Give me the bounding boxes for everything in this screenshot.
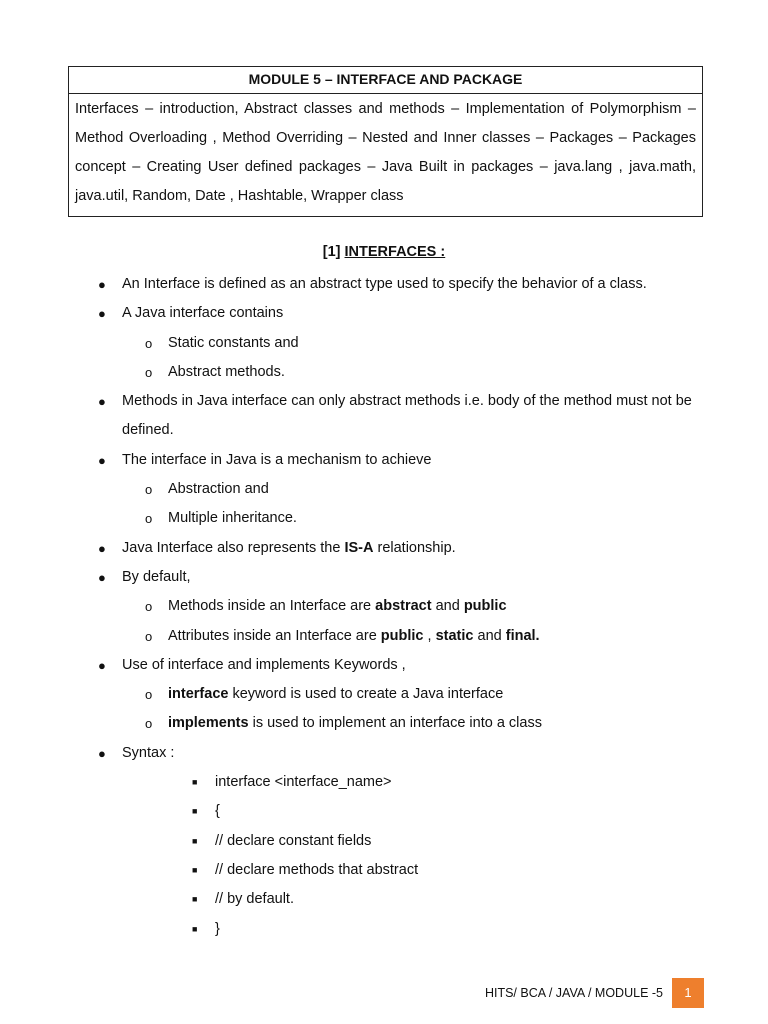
bullet-item <box>0 270 768 299</box>
interfaces-content <box>0 270 768 944</box>
section-number: [1] <box>322 244 345 260</box>
syntax-line <box>0 885 768 914</box>
section-title: INTERFACES : <box>344 244 446 260</box>
bullet-text: A Java interface contains <box>122 305 284 322</box>
circle-bullet-icon: o <box>145 511 153 527</box>
bold-keyword: public <box>380 627 424 644</box>
bullet-icon: ● <box>98 452 106 468</box>
sub-bullet-text: Multiple inheritance. <box>168 510 297 527</box>
sub-bullet-item <box>0 504 768 533</box>
bold-keyword: IS-A <box>344 539 374 556</box>
section-heading <box>0 244 768 260</box>
sub-bullet-item <box>0 680 768 709</box>
bullet-text: Use of interface and implements Keywords , <box>122 656 406 673</box>
sub-bullet-text: implements is used to implement an interface into a class <box>168 715 542 732</box>
sub-bullet-item <box>0 475 768 504</box>
syntax-line <box>0 768 768 797</box>
bold-keyword: interface <box>168 686 229 703</box>
bullet-text: The interface in Java is a mechanism to achieve <box>122 451 432 468</box>
sub-bullet-item <box>0 622 768 651</box>
bullet-item <box>0 387 768 446</box>
sub-bullet-item <box>0 329 768 358</box>
syntax-text: // declare methods that abstract <box>215 861 419 878</box>
bullet-item <box>0 534 768 563</box>
circle-bullet-icon: o <box>145 364 153 380</box>
circle-bullet-icon: o <box>145 687 153 703</box>
module-description: Interfaces – introduction, Abstract classes and methods – Implementation of Polymorphism – Method Overloading , Method Overriding – Nested and Inner classes – Packages – Packages concept – Creating User defined packages – Java Built in packages – java.lang , java.math, java.util, Random, Date , Hashtable, Wrapper class <box>75 101 696 204</box>
bullet-item <box>0 299 768 328</box>
syntax-line <box>0 797 768 826</box>
bullet-icon: ● <box>98 540 106 556</box>
syntax-line <box>0 915 768 944</box>
bullet-icon: ● <box>98 277 106 292</box>
bullet-item <box>0 739 768 768</box>
page-footer <box>0 978 768 1008</box>
page-number: 1 <box>672 978 704 1008</box>
circle-bullet-icon: o <box>145 335 153 351</box>
bold-keyword: public <box>463 598 507 615</box>
bullet-icon: ● <box>98 745 106 761</box>
sub-bullet-text: Abstract methods. <box>168 363 285 380</box>
syntax-text: } <box>215 920 220 937</box>
sub-bullet-item <box>0 592 768 621</box>
sub-bullet-text: Methods inside an Interface are abstract and public <box>168 598 507 615</box>
circle-bullet-icon: o <box>145 628 153 644</box>
bullet-item <box>0 563 768 592</box>
bullet-text: An Interface is defined as an abstract type used to specify the behavior of a class. <box>122 276 647 292</box>
footer-text: HITS/ BCA / JAVA / MODULE -5 <box>484 986 663 1000</box>
sub-bullet-text: Attributes inside an Interface are public , static and final. <box>168 627 540 644</box>
bullet-text: Syntax : <box>122 744 175 761</box>
bold-keyword: final. <box>505 627 540 644</box>
bold-keyword: abstract <box>375 598 432 615</box>
syntax-text: { <box>215 803 220 820</box>
bullet-item <box>0 651 768 680</box>
syntax-line <box>0 827 768 856</box>
square-bullet-icon: ■ <box>192 806 198 817</box>
bullet-item <box>0 446 768 475</box>
sub-bullet-text: Abstraction and <box>168 481 269 498</box>
syntax-text: // declare constant fields <box>215 832 372 849</box>
sub-bullet-text: interface keyword is used to create a Java interface <box>168 686 504 703</box>
syntax-text: // by default. <box>215 891 294 908</box>
circle-bullet-icon: o <box>145 482 153 498</box>
bullet-text: Methods in Java interface can only abstract methods i.e. body of the method must not be defined. <box>122 393 692 439</box>
circle-bullet-icon: o <box>145 599 153 615</box>
circle-bullet-icon: o <box>145 716 153 732</box>
square-bullet-icon: ■ <box>192 923 198 934</box>
module-summary-box <box>68 66 703 217</box>
bold-keyword: static <box>435 627 474 644</box>
square-bullet-icon: ■ <box>192 864 198 875</box>
bullet-text: Java Interface also represents the IS-A relationship. <box>122 539 456 556</box>
module-title: MODULE 5 – INTERFACE AND PACKAGE <box>69 67 702 94</box>
bullet-icon: ● <box>98 394 106 410</box>
bullet-text: By default, <box>122 568 191 585</box>
square-bullet-icon: ■ <box>192 777 198 788</box>
syntax-line <box>0 856 768 885</box>
sub-bullet-item <box>0 358 768 387</box>
square-bullet-icon: ■ <box>192 894 198 905</box>
square-bullet-icon: ■ <box>192 835 198 846</box>
sub-bullet-text: Static constants and <box>168 334 299 351</box>
bullet-icon: ● <box>98 657 106 673</box>
bullet-icon: ● <box>98 569 106 585</box>
bold-keyword: implements <box>168 715 249 732</box>
sub-bullet-item <box>0 709 768 738</box>
bullet-icon: ● <box>98 306 106 322</box>
syntax-text: interface <interface_name> <box>215 774 392 791</box>
